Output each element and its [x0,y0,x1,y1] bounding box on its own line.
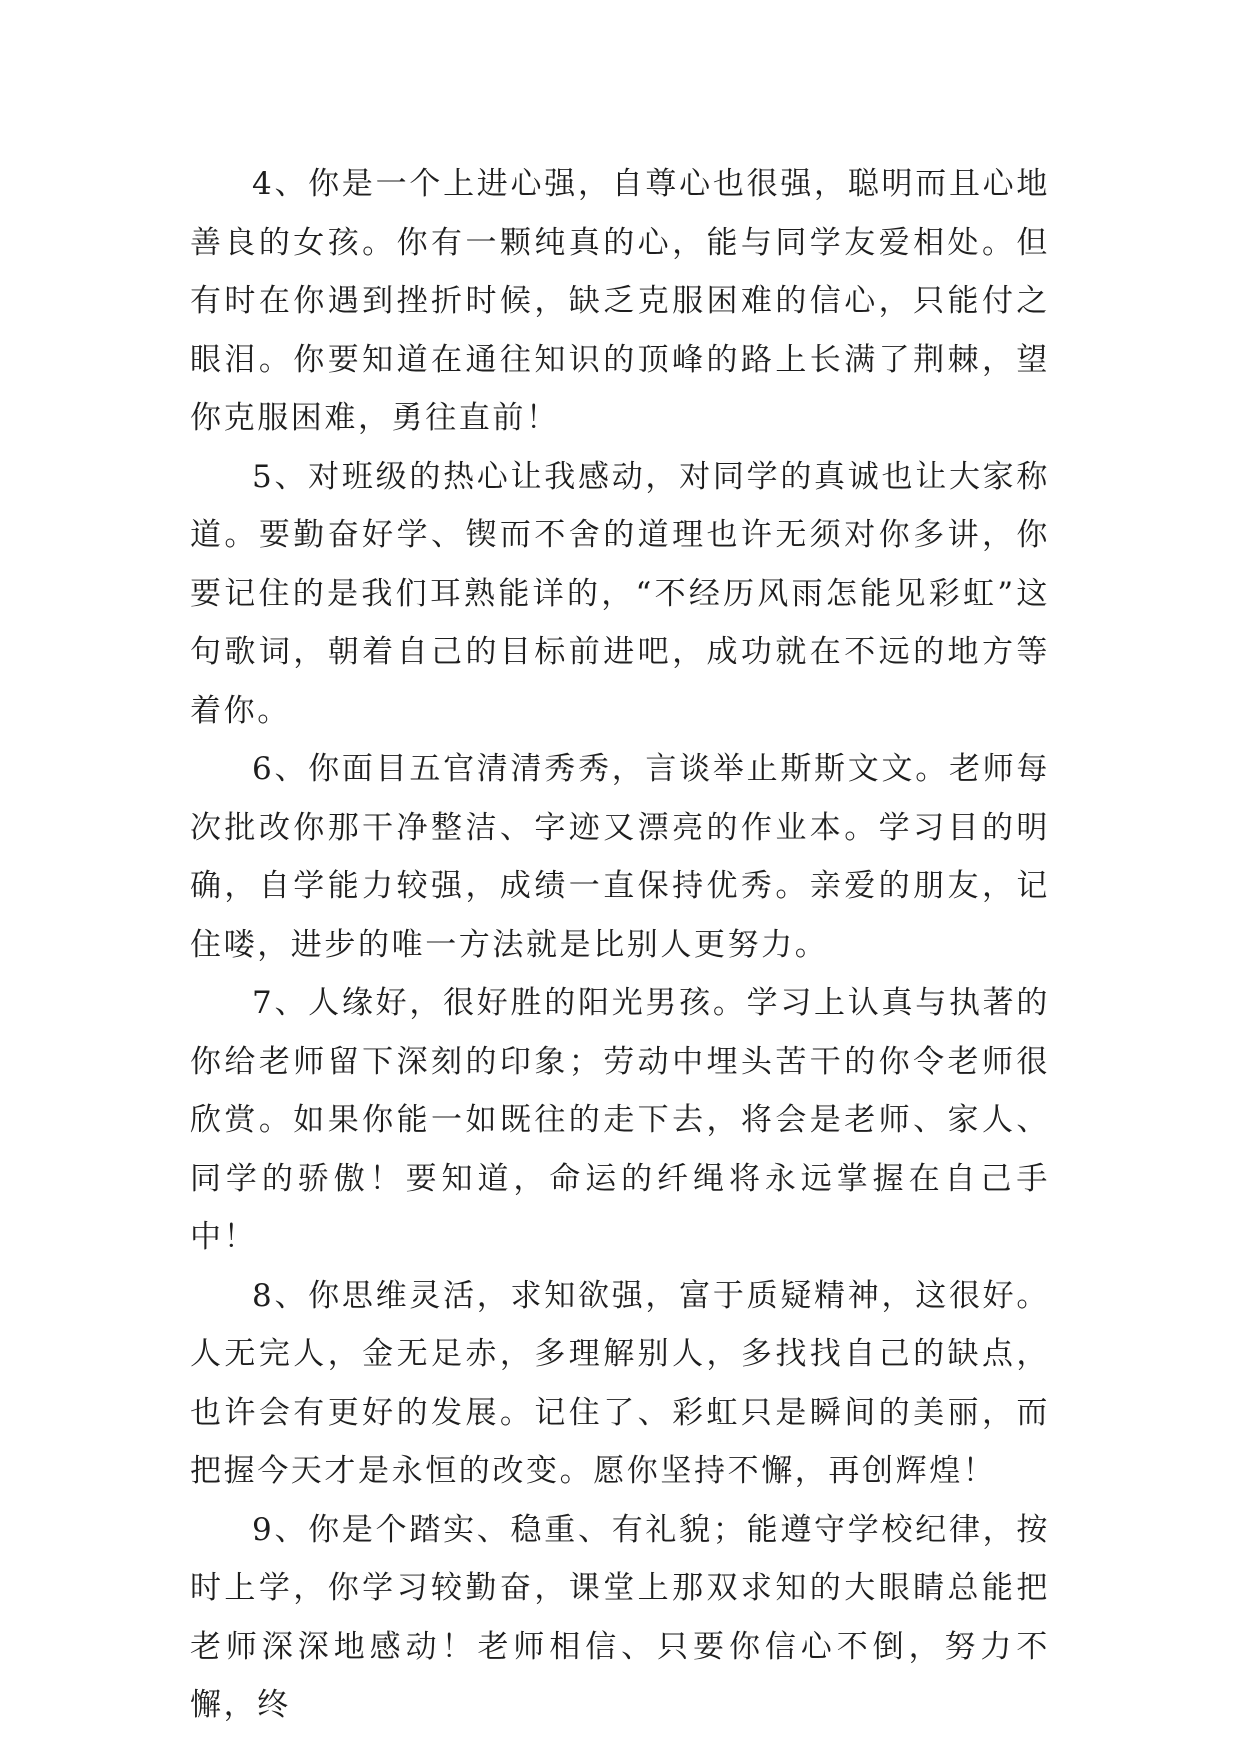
paragraph-7: 7、人缘好，很好胜的阳光男孩。学习上认真与执著的你给老师留下深刻的印象；劳动中埋头苦干的你令老师很欣赏。如果你能一如既往的走下去，将会是老师、家人、同学的骄傲！要知道，命运的纤绳将永远掌握在自己手中！ [190,985,1050,1255]
paragraph-9: 9、你是个踏实、稳重、有礼貌；能遵守学校纪律，按时上学，你学习较勤奋，课堂上那双求知的大眼睛总能把老师深深地感动！老师相信、只要你信心不倒，努力不懈，终 [190,1511,1050,1723]
paragraph-8: 8、你思维灵活，求知欲强，富于质疑精神，这很好。人无完人，金无足赤，多理解别人，多找找自己的缺点，也许会有更好的发展。记住了、彩虹只是瞬间的美丽，而把握今天才是永恒的改变。愿你坚持不懈，再创辉煌！ [190,1277,1050,1489]
paragraph-4: 4、你是一个上进心强，自尊心也很强，聪明而且心地善良的女孩。你有一颗纯真的心，能与同学友爱相处。但有时在你遇到挫折时候，缺乏克服困难的信心，只能付之眼泪。你要知道在通往知识的顶峰的路上长满了荆棘，望你克服困难，勇往直前！ [190,166,1050,436]
paragraph-5: 5、对班级的热心让我感动，对同学的真诚也让大家称道。要勤奋好学、锲而不舍的道理也许无须对你多讲，你要记住的是我们耳熟能详的，“不经历风雨怎能见彩虹”这句歌词，朝着自己的目标前进吧，成功就在不远的地方等着你。 [190,458,1050,729]
paragraph-6: 6、你面目五官清清秀秀，言谈举止斯斯文文。老师每次批改你那干净整洁、字迹又漂亮的作业本。学习目的明确，自学能力较强，成绩一直保持优秀。亲爱的朋友，记住喽，进步的唯一方法就是比别人更努力。 [190,751,1050,963]
document-body [190,155,1050,1735]
